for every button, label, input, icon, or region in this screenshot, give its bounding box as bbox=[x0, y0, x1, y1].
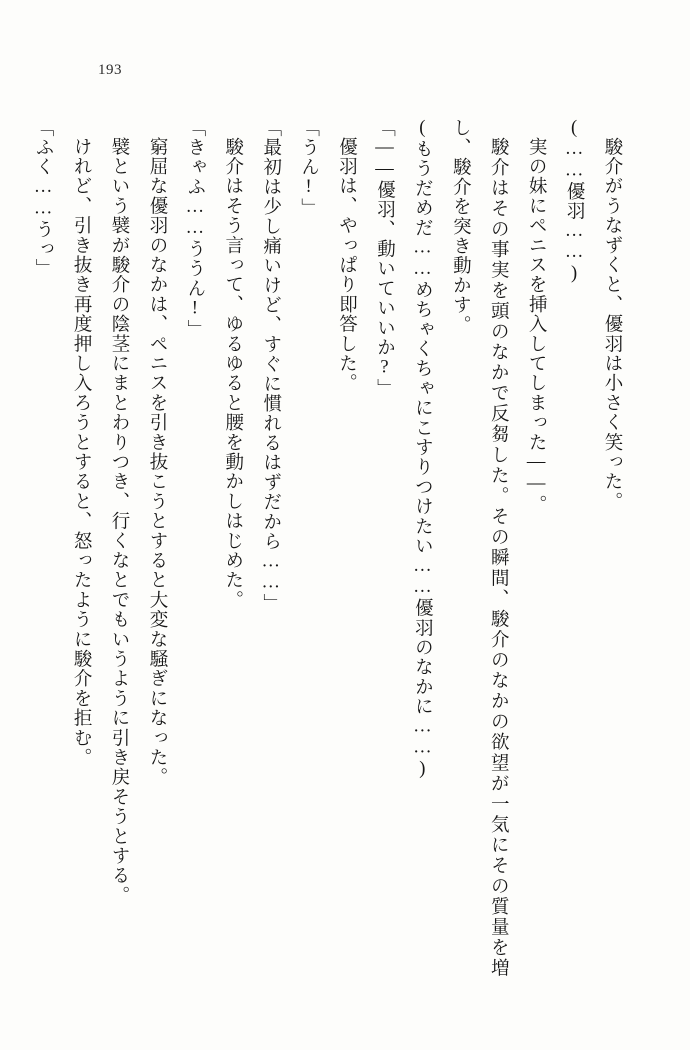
paragraph: 襞という襞が駿介の陰茎にまとわりつき、行くなとでもいうように引き戻そうとする。 bbox=[109, 137, 130, 906]
paragraph: 駿介がうなずくと、優羽は小さく笑った。 bbox=[602, 137, 622, 512]
page-body-text bbox=[33, 118, 630, 978]
paragraph: 「うん!」 bbox=[298, 118, 319, 218]
paragraph: 「ふく……うっ」 bbox=[33, 118, 54, 279]
paragraph: 「最初は少し痛いけど、すぐに慣れるはずだから……」 bbox=[260, 118, 281, 614]
paragraph: けれど、引き抜き再度押し入ろうとすると、怒ったように駿介を拒む。 bbox=[71, 137, 92, 768]
paragraph: 窮屈な優羽のなかは、ペニスを引き抜こうとすると大変な騒ぎになった。 bbox=[146, 137, 167, 788]
paragraph: 駿介はその事実を頭のなかで反芻した。その瞬間、駿介のなかの欲望が一気にその質量を増し、駿介を突き動かす。 bbox=[450, 118, 509, 978]
paragraph: (もうだめだ……めちゃくちゃにこすりつけたい……優羽のなかに……) bbox=[412, 118, 433, 781]
paragraph: 駿介はそう言って、ゆるゆると腰を動かしはじめた。 bbox=[222, 137, 243, 610]
paragraph: 「――優羽、動いていいか?」 bbox=[374, 118, 395, 399]
paragraph: 「きゃふ……ううん!」 bbox=[184, 118, 205, 340]
paragraph: 実の妹にペニスを挿入してしまった――。 bbox=[526, 137, 547, 515]
paragraph: 優羽は、やっぱり即答した。 bbox=[336, 137, 357, 394]
paragraph: (……優羽……) bbox=[564, 118, 585, 285]
page-number: 193 bbox=[98, 62, 122, 78]
